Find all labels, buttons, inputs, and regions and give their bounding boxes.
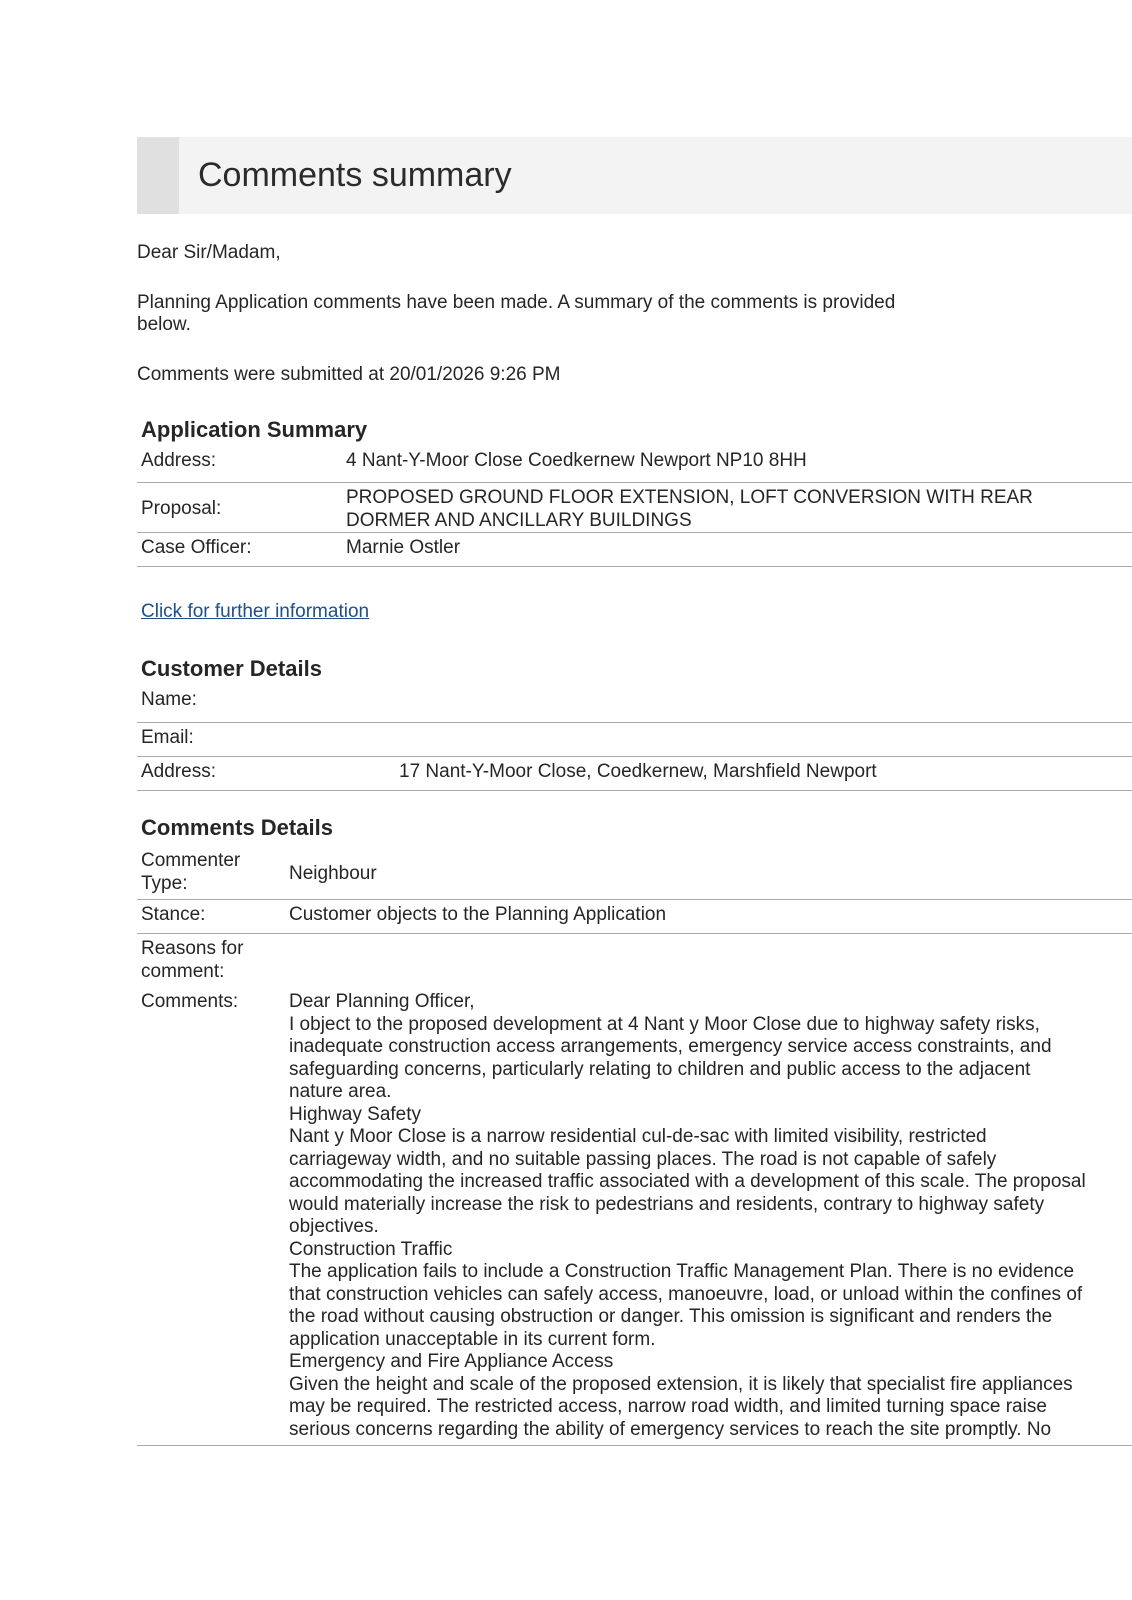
- address-value: 4 Nant-Y-Moor Close Coedkernew Newport NP10 8HH: [342, 450, 1132, 483]
- comment-line: may be required. The restricted access, narrow road width, and limited turning space raise: [289, 1396, 1047, 1417]
- stance-label: Stance:: [137, 900, 285, 934]
- comment-line: that construction vehicles can safely access, manoeuvre, load, or unload within the confines of: [289, 1283, 1083, 1305]
- customer-address-label: Address:: [137, 757, 395, 791]
- comment-line: nature area.: [289, 1081, 392, 1102]
- comment-line: Emergency and Fire Appliance Access: [289, 1351, 614, 1372]
- comments-details-table: [137, 850, 1132, 1446]
- comment-line: the road without causing obstruction or danger. This omission is significant and renders the: [289, 1306, 1053, 1327]
- greeting: Dear Sir/Madam,: [137, 242, 281, 263]
- page-title: Comments summary: [198, 156, 512, 194]
- proposal-line: DORMER AND ANCILLARY BUILDINGS: [346, 509, 692, 531]
- comment-line: inadequate construction access arrangements, emergency service access constraints, and: [289, 1036, 1052, 1057]
- comment-line: objectives.: [289, 1216, 379, 1237]
- reasons-label-line: Reasons for: [141, 938, 244, 959]
- comment-line: Given the height and scale of the proposed extension, it is likely that specialist fire appliances: [289, 1373, 1073, 1395]
- intro-line-1: Planning Application comments have been made. A summary of the comments is provided: [137, 292, 896, 313]
- proposal-row: [137, 483, 1132, 533]
- page-header: [137, 137, 1132, 214]
- comments-row: [137, 987, 1132, 1446]
- reasons-label: [137, 934, 285, 988]
- application-summary-title: Application Summary: [141, 417, 368, 442]
- customer-details-table: [137, 689, 1132, 791]
- comment-line: Dear Planning Officer,: [289, 991, 475, 1012]
- comment-line: I object to the proposed development at 4 Nant y Moor Close due to highway safety risks,: [289, 1013, 1040, 1035]
- comment-line: Highway Safety: [289, 1103, 422, 1125]
- customer-email-row: [137, 723, 1132, 757]
- customer-email-label: Email:: [137, 723, 395, 757]
- reasons-value: [285, 934, 1132, 988]
- case-officer-label: Case Officer:: [137, 533, 342, 567]
- further-information-link[interactable]: Click for further information: [141, 601, 370, 622]
- customer-email-value: [395, 723, 1132, 757]
- comment-line: The application fails to include a Construction Traffic Management Plan. There is no evidence: [289, 1261, 1075, 1282]
- application-address-row: [137, 450, 1132, 483]
- case-officer-row: [137, 533, 1132, 567]
- commenter-type-label-line: Type:: [141, 872, 188, 894]
- comment-line: application unacceptable in its current form.: [289, 1328, 656, 1350]
- reasons-label-line: comment:: [141, 960, 225, 982]
- comment-line: serious concerns regarding the ability of emergency services to reach the site promptly. No: [289, 1418, 1052, 1440]
- reasons-row: [137, 934, 1132, 988]
- customer-name-value: [395, 689, 1132, 723]
- comment-line: Construction Traffic: [289, 1238, 453, 1260]
- comments-label: Comments:: [137, 987, 285, 1446]
- customer-name-row: [137, 689, 1132, 723]
- commenter-type-label-line: Commenter: [141, 850, 241, 871]
- comment-line: Nant y Moor Close is a narrow residential cul-de-sac with limited visibility, restricted: [289, 1126, 987, 1147]
- customer-address-row: [137, 757, 1132, 791]
- comment-line: carriageway width, and no suitable passing places. The road is not capable of safely: [289, 1148, 997, 1170]
- customer-name-label: Name:: [137, 689, 395, 723]
- commenter-type-row: [137, 850, 1132, 900]
- address-label: Address:: [137, 450, 342, 483]
- commenter-type-value: Neighbour: [285, 850, 1132, 900]
- customer-address-value: 17 Nant-Y-Moor Close, Coedkernew, Marshfield Newport: [395, 757, 1132, 791]
- comment-line: would materially increase the risk to pedestrians and residents, contrary to highway safety: [289, 1193, 1045, 1215]
- submitted-timestamp: Comments were submitted at 20/01/2026 9:26 PM: [137, 364, 561, 385]
- intro-line-2: below.: [137, 314, 191, 335]
- application-summary-table: [137, 450, 1132, 567]
- proposal-line: PROPOSED GROUND FLOOR EXTENSION, LOFT CONVERSION WITH REAR: [346, 487, 1033, 508]
- comments-details-title: Comments Details: [141, 815, 333, 840]
- header-accent-bar: [137, 137, 179, 214]
- comment-line: safeguarding concerns, particularly relating to children and public access to the adjacent: [289, 1058, 1031, 1080]
- stance-row: [137, 900, 1132, 934]
- comment-line: accommodating the increased traffic associated with a development of this scale. The proposal: [289, 1171, 1086, 1192]
- customer-details-title: Customer Details: [141, 656, 322, 681]
- commenter-type-label: [137, 850, 285, 900]
- proposal-value: [342, 483, 1132, 533]
- proposal-label: Proposal:: [137, 483, 342, 533]
- case-officer-value: Marnie Ostler: [342, 533, 1132, 567]
- comments-body: [285, 987, 1132, 1446]
- stance-value: Customer objects to the Planning Application: [285, 900, 1132, 934]
